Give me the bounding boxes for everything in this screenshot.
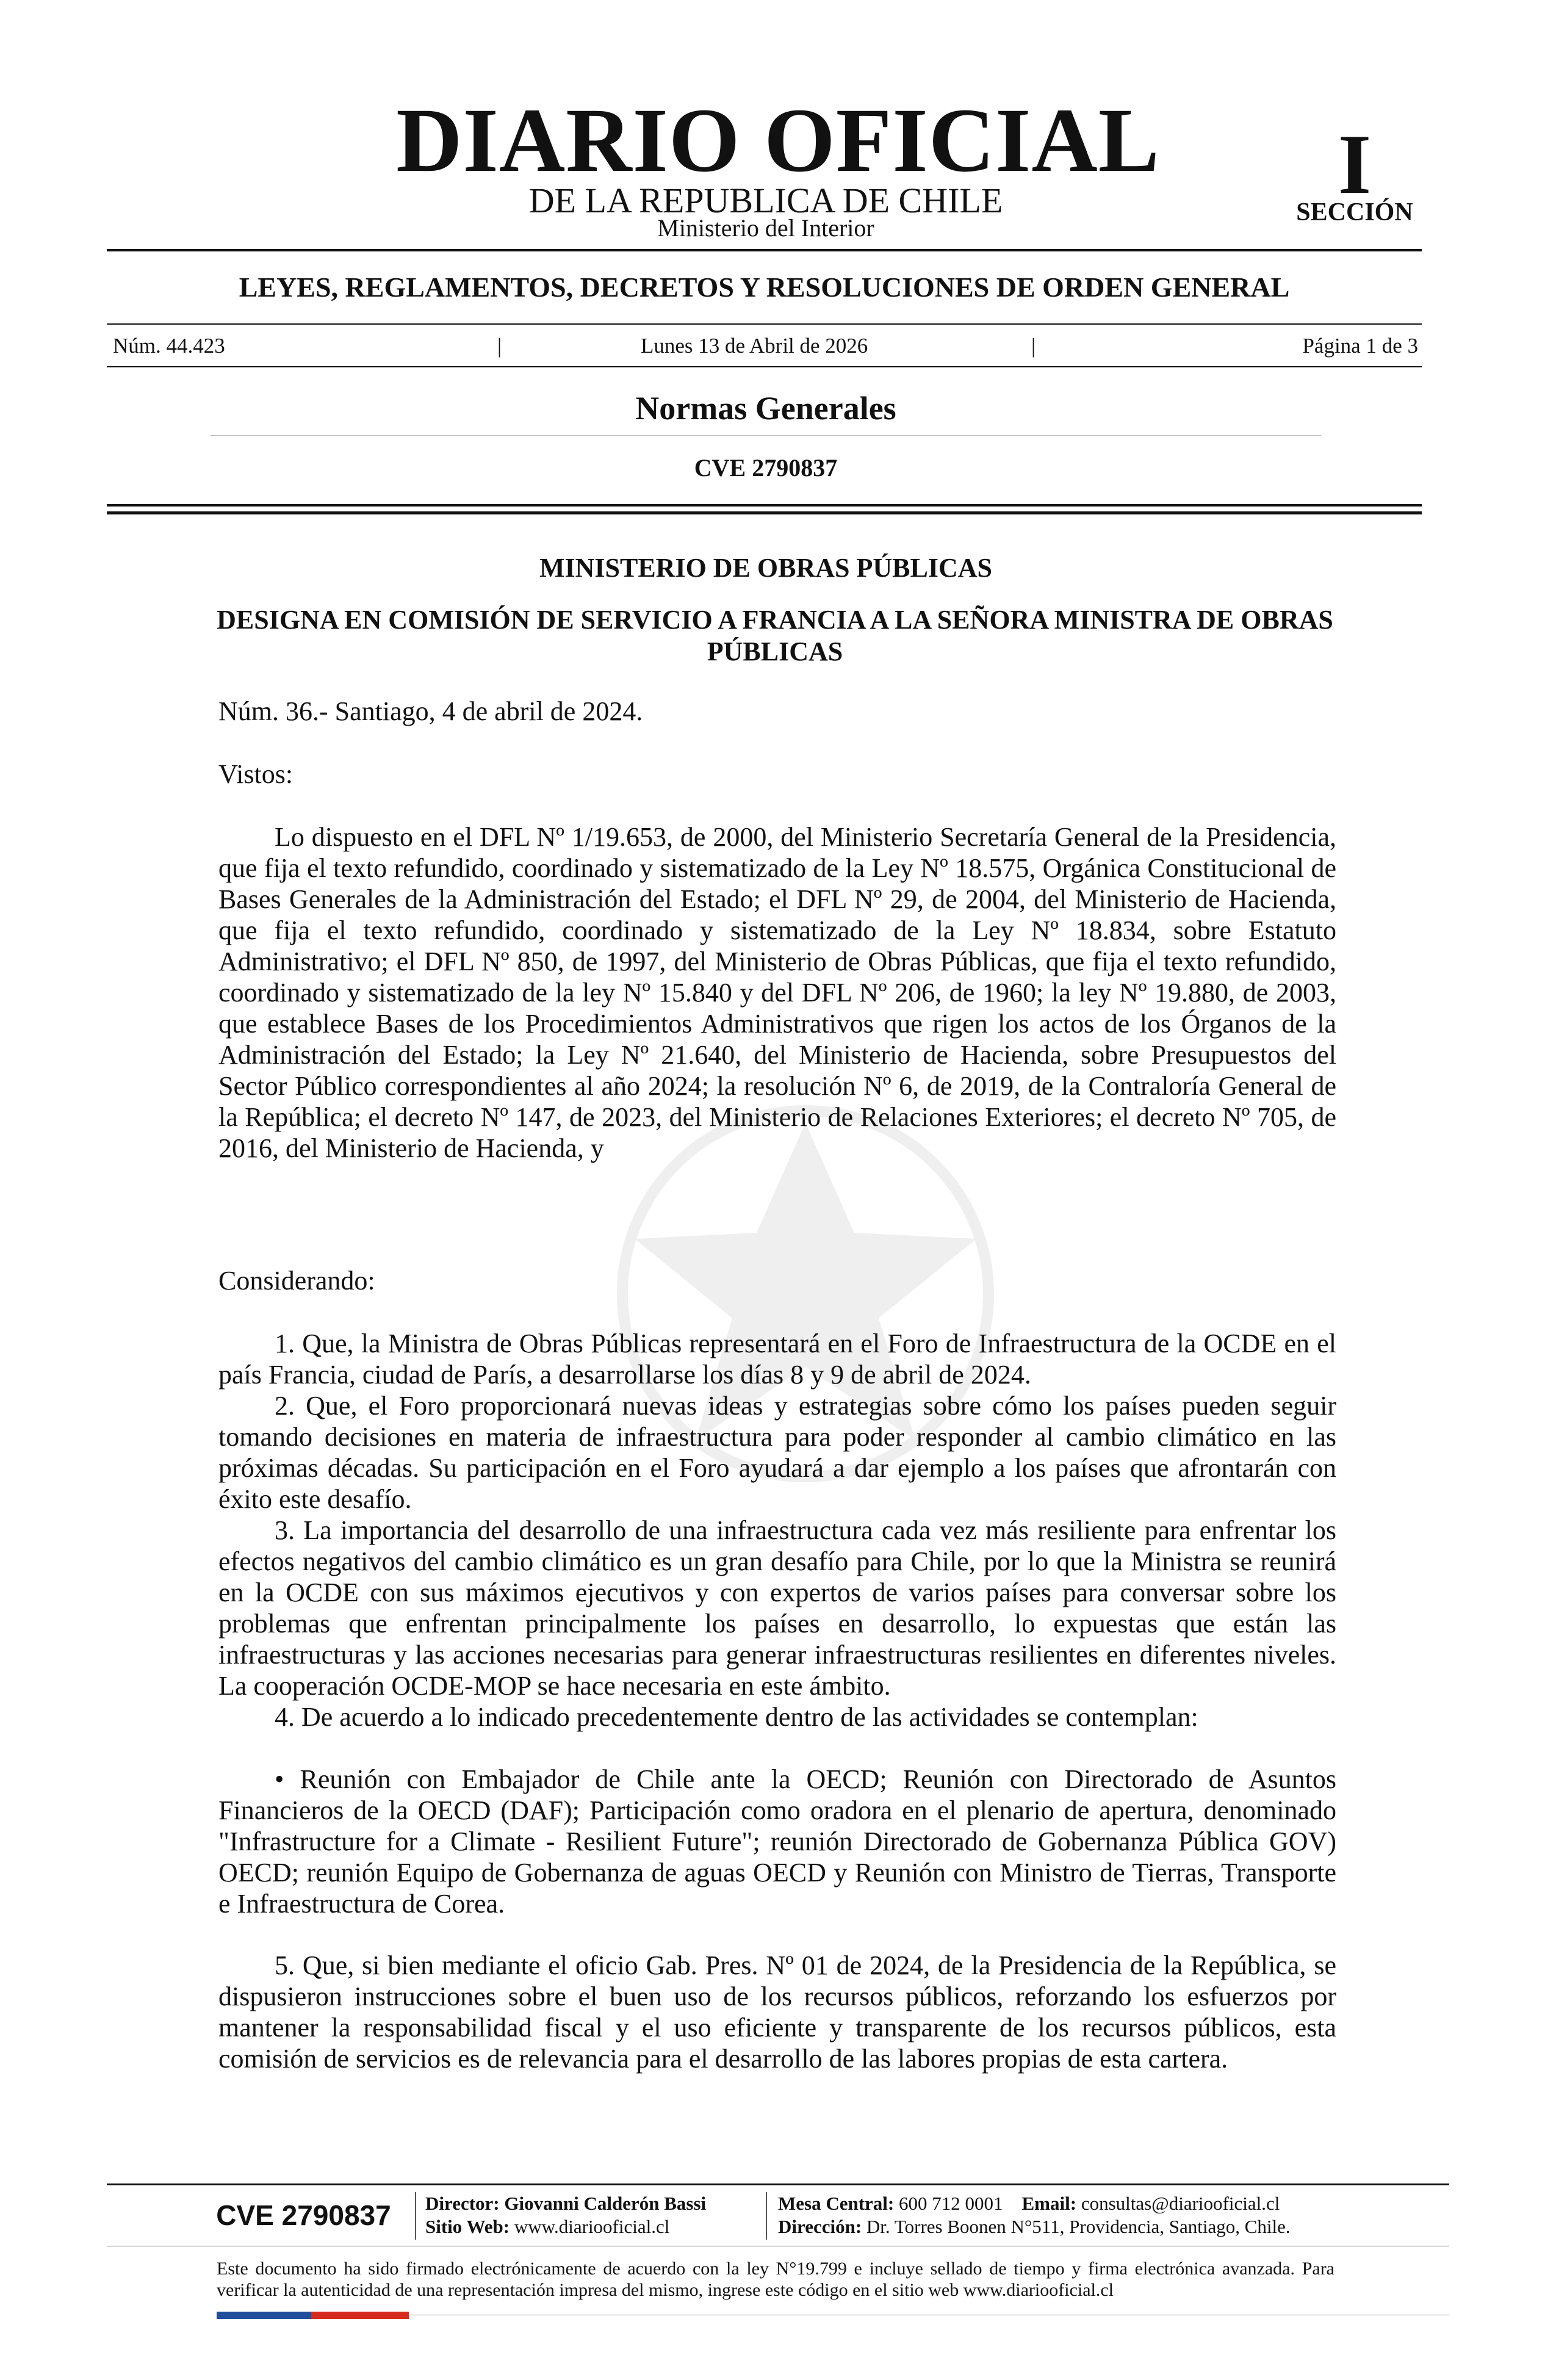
footer-divider xyxy=(107,2183,1449,2185)
issue-date: Lunes 13 de Abril de 2026 xyxy=(641,334,868,358)
divider xyxy=(107,366,1422,367)
director-label: Director: xyxy=(425,2193,500,2214)
footer-cve-code: CVE 2790837 xyxy=(216,2199,391,2231)
vistos-label: Vistos: xyxy=(218,759,294,789)
footer-address xyxy=(778,2215,1291,2238)
publication-subtitle: LEYES, REGLAMENTOS, DECRETOS Y RESOLUCIONES DE ORDEN GENERAL xyxy=(239,272,1290,303)
section-label: SECCIÓN xyxy=(1296,198,1413,226)
signature-notice: Este documento ha sido firmado electrónicamente de acuerdo con la ley N°19.799 e incluye sellado de tiempo y firma electrónica avanzada. Para verificar la autenticidad de una representación impresa del mismo, ingrese este código en el sitio web www.diariooficial.cl xyxy=(217,2259,1334,2300)
flag-stripe-blue xyxy=(217,2312,311,2319)
section-number: I xyxy=(1338,117,1372,212)
divider xyxy=(107,511,1422,514)
divider xyxy=(211,435,1321,436)
considerando-2: 2. Que, el Foro proporcionará nuevas ideas y estrategias sobre cómo los países pueden seguir tomando decisiones en materia de infraestructura para poder responder al cambio climático en las próximas décadas. Su participación en el Foro ayudará a dar ejemplo a los países que afrontarán con éxito este desafío. xyxy=(218,1391,1336,1514)
category-heading: Normas Generales xyxy=(635,390,896,427)
mesa-label: Mesa Central: xyxy=(778,2193,895,2214)
activities-bullet: • Reunión con Embajador de Chile ante la OECD; Reunión con Directorado de Asuntos Financieros de la OECD (DAF); Participación como oradora en el plenario de apertura, denominado "Infrastructure for a Climate - Resilient Future"; reunión Directorado de Gobernanza Pública GOV) OECD; reunión Equipo de Gobernanza de aguas OECD y Reunión con Ministro de Tierras, Transporte e Infraestructura de Corea. xyxy=(218,1764,1336,1919)
masthead-title: DIARIO OFICIAL xyxy=(396,90,1160,191)
separator: | xyxy=(1031,334,1036,358)
email-link[interactable]: consultas@diariooficial.cl xyxy=(1081,2193,1280,2214)
footer-contact xyxy=(778,2192,1280,2215)
flag-stripe-red xyxy=(311,2312,409,2319)
footer-director xyxy=(425,2192,706,2215)
divider xyxy=(107,249,1422,251)
considerando-5: 5. Que, si bien mediante el oficio Gab. Pres. Nº 01 de 2024, de la Presidencia de la República, se dispusieron instrucciones sobre el buen uso de los recursos públicos, reforzando los esfuerzos por mantener la responsabilidad fiscal y el uso eficiente y transparente de los recursos públicos, esta comisión de servicios es de relevancia para el desarrollo de las labores propias de esta cartera. xyxy=(218,1950,1336,2074)
divider xyxy=(107,323,1422,325)
cve-code: CVE 2790837 xyxy=(694,454,838,481)
footer-separator xyxy=(766,2192,767,2240)
address-value: Dr. Torres Boonen N°511, Providencia, Santiago, Chile. xyxy=(866,2216,1291,2237)
vistos-text: Lo dispuesto en el DFL Nº 1/19.653, de 2000, del Ministerio Secretaría General de la Presidencia, que fija el texto refundido, coordinado y sistematizado de la Ley Nº 18.575, Orgánica Constitucional de Bases Generales de la Administración del Estado; el DFL Nº 29, de 2004, del Ministerio de Hacienda, que fija el texto refundido, coordinado y sistematizado de la Ley Nº 18.834, sobre Estatuto Administrativo; el DFL Nº 850, de 1997, del Ministerio de Obras Públicas, que fija el texto refundido, coordinado y sistematizado de la ley Nº 15.840 y del DFL Nº 206, de 1960; la ley Nº 19.880, de 2003, que establece Bases de los Procedimientos Administrativos que rigen los actos de los Órganos de la Administración del Estado; la Ley Nº 21.640, del Ministerio de Hacienda, sobre Presupuestos del Sector Público correspondientes al año 2024; la resolución Nº 6, de 2019, de la Contraloría General de la República; el decreto Nº 147, de 2023, del Ministerio de Relaciones Exteriores; el decreto Nº 705, de 2016, del Ministerio de Hacienda, y xyxy=(218,822,1336,1163)
decree-number-line: Núm. 36.- Santiago, 4 de abril de 2024. xyxy=(218,696,643,726)
ministry-heading: MINISTERIO DE OBRAS PÚBLICAS xyxy=(539,553,993,583)
website-link[interactable]: www.diariooficial.cl xyxy=(514,2216,670,2237)
masthead-subtitle: DE LA REPUBLICA DE CHILE xyxy=(528,181,1003,220)
address-label: Dirección: xyxy=(778,2216,862,2237)
considerando-label: Considerando: xyxy=(218,1266,375,1296)
issue-number: Núm. 44.423 xyxy=(113,334,225,358)
divider xyxy=(107,504,1422,507)
decree-title: DESIGNA EN COMISIÓN DE SERVICIO A FRANCIA A LA SEÑORA MINISTRA DE OBRAS PÚBLICAS xyxy=(217,605,1333,666)
director-name: Giovanni Calderón Bassi xyxy=(504,2193,707,2214)
considerando-3: 3. La importancia del desarrollo de una infraestructura cada vez más resiliente para enfrentar los efectos negativos del cambio climático es un gran desafío para Chile, por lo que la Ministra se reunirá en la OCDE con sus máximos ejecutivos y con expertos de varios países para conversar sobre los problemas que enfrentan principalmente los países en desarrollo, lo expuestas que están las infraestructuras y las acciones necesarias para generar infraestructuras resilientes en diferentes niveles. La cooperación OCDE-MOP se hace necesaria en este ámbito. xyxy=(218,1515,1336,1701)
page-indicator: Página 1 de 3 xyxy=(1302,334,1418,358)
considerando-1: 1. Que, la Ministra de Obras Públicas representará en el Foro de Infraestructura de la OCDE en el país Francia, ciudad de París, a desarrollarse los días 8 y 9 de abril de 2024. xyxy=(218,1329,1336,1390)
separator: | xyxy=(497,334,502,358)
email-label: Email: xyxy=(1021,2193,1077,2214)
mesa-phone: 600 712 0001 xyxy=(899,2193,1003,2214)
footer-separator xyxy=(415,2192,416,2240)
footer-website xyxy=(425,2215,669,2238)
website-label: Sitio Web: xyxy=(425,2216,510,2237)
considerando-4: 4. De acuerdo a lo indicado precedentemente dentro de las actividades se contemplan: xyxy=(275,1702,1198,1732)
masthead-ministry: Ministerio del Interior xyxy=(657,214,874,242)
